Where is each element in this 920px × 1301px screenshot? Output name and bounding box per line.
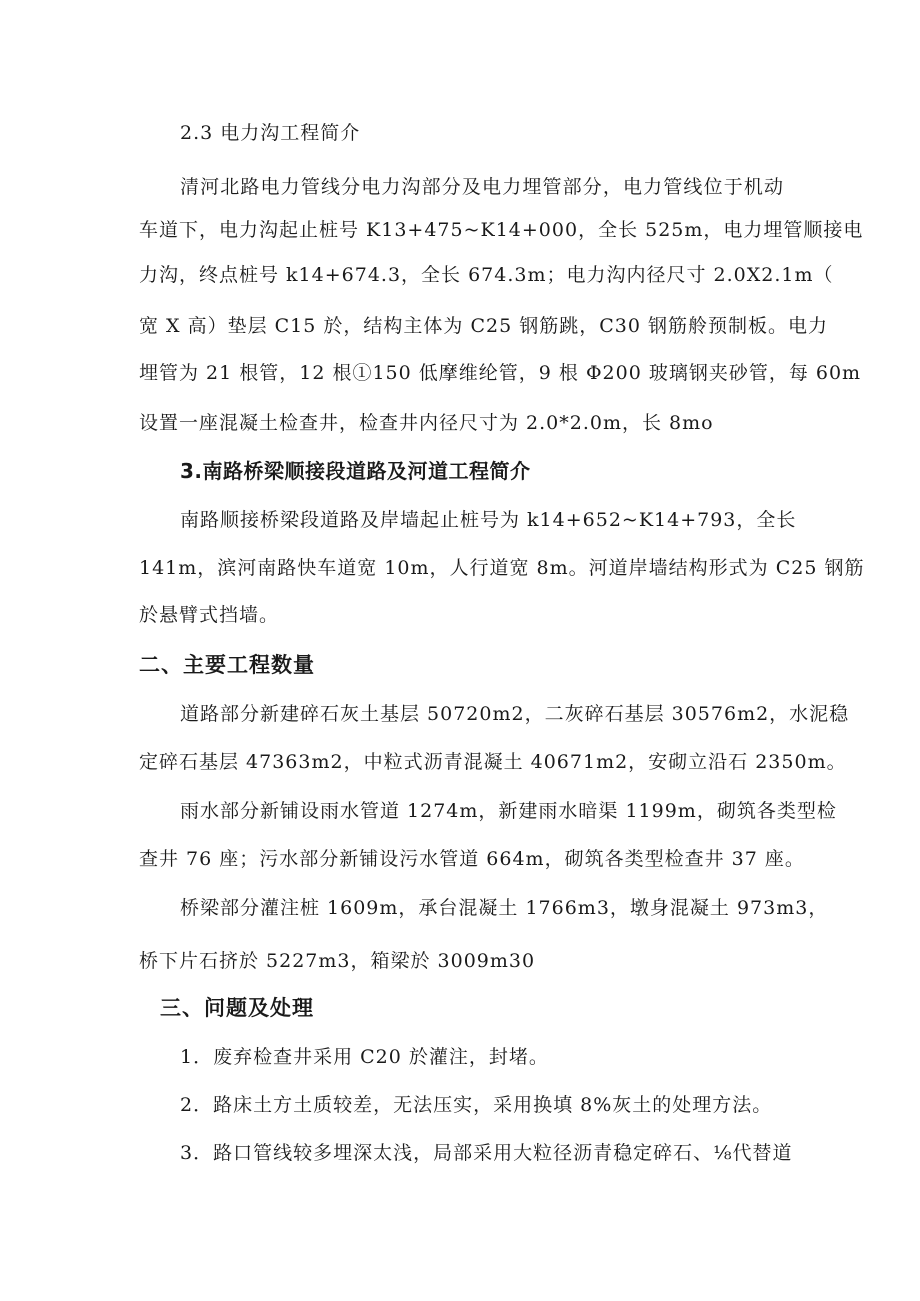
quantities-water-line-1: 雨水部分新铺设雨水管道 1274m，新建雨水暗渠 1199m，砌筑各类型检 bbox=[180, 800, 837, 822]
quantities-road-line-1: 道路部分新建碎石灰土基层 50720m2，二灰碎石基层 30576m2，水泥稳 bbox=[180, 703, 850, 725]
section-2-3-line-6: 设置一座混凝土检查井，检查井内径尺寸为 2.0*2.0m，长 8mo bbox=[139, 412, 714, 434]
section-2-3-line-4: 宽 X 高）垫层 C15 於，结构主体为 C25 钢筋跳，C30 钢筋舲预制板。电力 bbox=[139, 315, 828, 337]
section-3-heading: 3.南路桥梁顺接段道路及河道工程简介 bbox=[180, 459, 531, 483]
quantities-bridge-line-1: 桥梁部分灌注桩 1609m，承台混凝土 1766m3，墩身混凝土 973m3， bbox=[180, 897, 829, 919]
main-quantities-heading: 二、主要工程数量 bbox=[139, 653, 315, 677]
issue-item-2: 2．路床土方土质较差，无法压实，采用换填 8%灰土的处理方法。 bbox=[180, 1094, 773, 1116]
section-3-line-3: 於悬臂式挡墙。 bbox=[139, 604, 280, 626]
section-2-3-line-5: 埋管为 21 根管，12 根①150 低摩维纶管，9 根 Φ200 玻璃钢夹砂管，每 60m bbox=[139, 362, 862, 384]
issue-item-3: 3．路口管线较多埋深太浅，局部采用大粒径沥青稳定碎石、⅛代替道 bbox=[180, 1142, 793, 1164]
quantities-bridge-line-2: 桥下片石挤於 5227m3，箱梁於 3009m30 bbox=[139, 950, 536, 972]
section-2-3-line-1: 清河北路电力管线分电力沟部分及电力埋管部分，电力管线位于机动 bbox=[180, 176, 784, 198]
quantities-water-line-2: 查井 76 座；污水部分新铺设污水管道 664m，砌筑各类型检查井 37 座。 bbox=[139, 848, 805, 870]
section-3-line-1: 南路顺接桥梁段道路及岸墙起止桩号为 k14+652~K14+793，全长 bbox=[180, 509, 797, 531]
section-2-3-heading: 2.3 电力沟工程简介 bbox=[180, 122, 361, 144]
issues-heading: 三、问题及处理 bbox=[160, 996, 314, 1020]
quantities-road-line-2: 定碎石基层 47363m2，中粒式沥青混凝土 40671m2，安砌立沿石 2350m。 bbox=[139, 751, 847, 773]
section-2-3-line-3: 力沟，终点桩号 k14+674.3，全长 674.3m；电力沟内径尺寸 2.0X2.1m（ bbox=[139, 264, 834, 286]
section-2-3-line-2: 车道下，电力沟起止桩号 K13+475~K14+000，全长 525m，电力埋管顺接电 bbox=[139, 219, 864, 241]
section-3-line-2: 141m，滨河南路快车道宽 10m，人行道宽 8m。河道岸墙结构形式为 C25 钢筋 bbox=[139, 557, 865, 579]
issue-item-1: 1．废弃检查井采用 C20 於灌注，封堵。 bbox=[180, 1046, 549, 1068]
